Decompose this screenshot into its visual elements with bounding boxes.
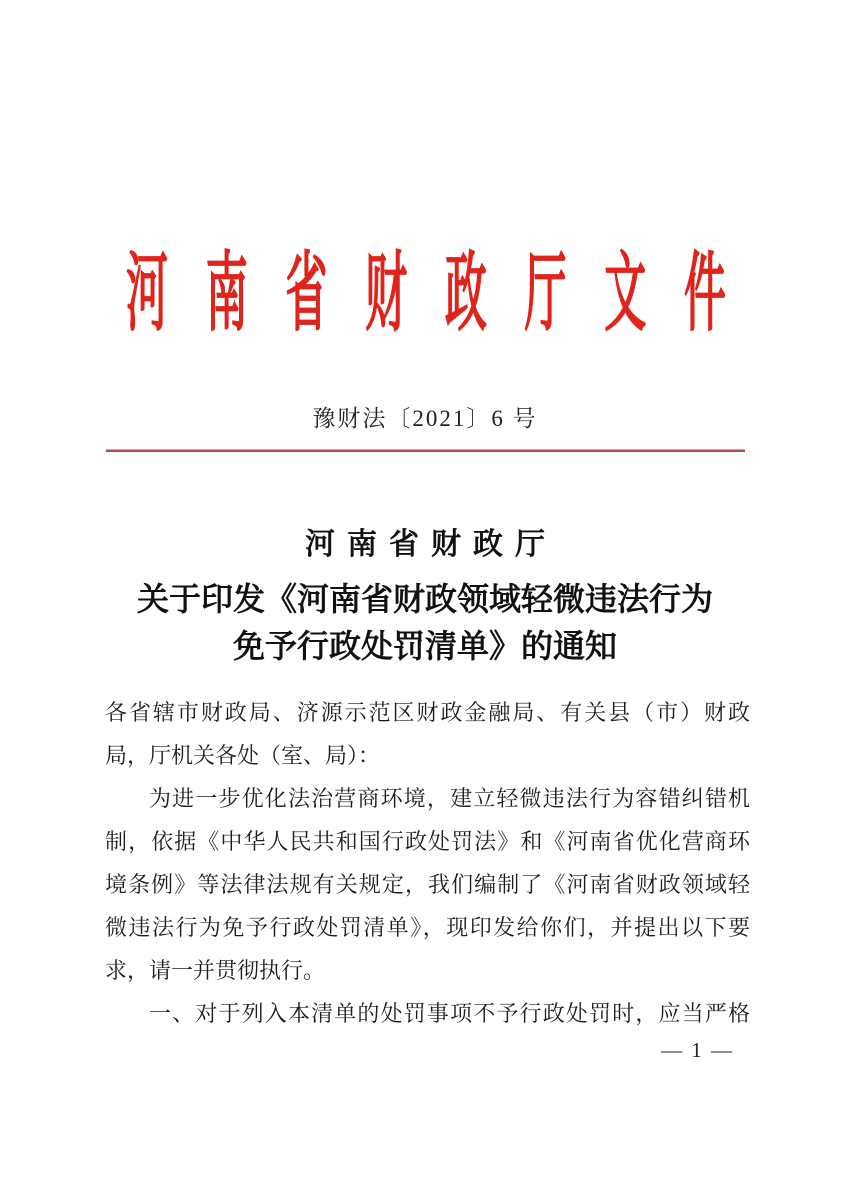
page-number: — 1 —: [661, 1038, 734, 1062]
body-line: 为进一步优化法治营商环境，建立轻微违法行为容错纠错机: [149, 786, 750, 811]
body-line: 求，请一并贯彻执行。: [105, 958, 326, 983]
banner-character: 南: [205, 248, 248, 344]
body-paragraphs: [105, 691, 750, 1035]
banner-character: 厅: [524, 248, 567, 344]
body-line: 一、对于列入本清单的处罚事项不予行政处罚时，应当严格: [149, 1001, 750, 1026]
banner-character: 河: [126, 248, 169, 344]
banner-character: 政: [444, 248, 487, 344]
red-divider-line: [106, 449, 745, 452]
banner-character: 文: [604, 248, 647, 344]
banner-character: 省: [285, 248, 328, 344]
document-title-line-2: 免予行政处罚清单》的通知: [232, 628, 617, 664]
document-number: 豫财法〔2021〕6 号: [312, 406, 538, 431]
body-line: 局，厅机关各处（室、局）：: [105, 743, 381, 768]
banner-character: 件: [683, 248, 726, 344]
document-title-line-1: 关于印发《河南省财政领域轻微违法行为: [136, 581, 713, 617]
document-title-issuer: 河南省财政厅: [305, 528, 557, 561]
body-line: 制，依据《中华人民共和国行政处罚法》和《河南省优化营商环: [105, 829, 750, 854]
red-header-banner: [126, 248, 726, 344]
banner-character: 财: [365, 248, 408, 344]
body-line: 各省辖市财政局、济源示范区财政金融局、有关县（市）财政: [105, 700, 750, 725]
body-line: 境条例》等法律法规有关规定，我们编制了《河南省财政领域轻: [105, 872, 750, 897]
body-line: 微违法行为免予行政处罚清单》，现印发给你们，并提出以下要: [105, 915, 750, 940]
